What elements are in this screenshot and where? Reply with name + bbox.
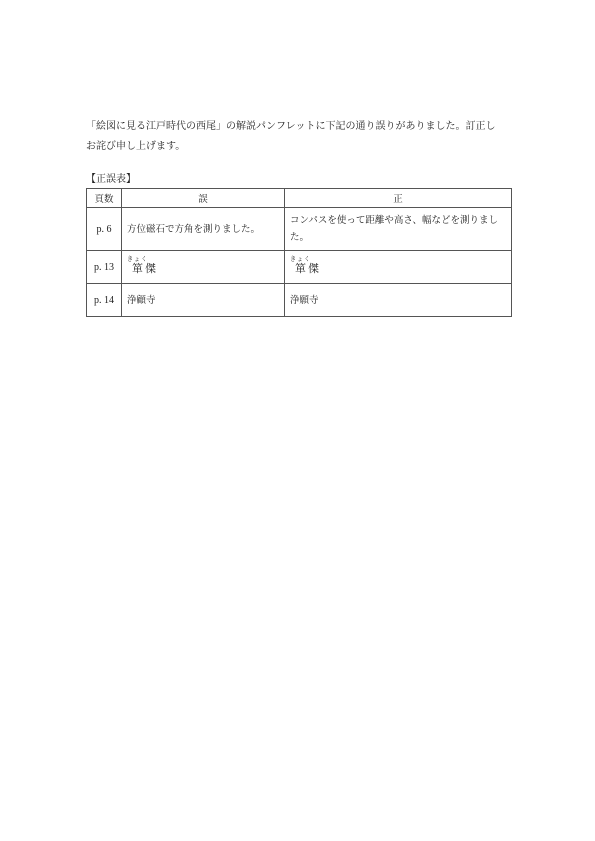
- errata-table: [86, 188, 512, 317]
- intro-line-1: 「絵図に見る江戸時代の西尾」の解説パンフレットに下記の通り誤りがありました。訂正し: [86, 121, 496, 132]
- intro-paragraph: [86, 117, 526, 157]
- ruby-base-2: 傑: [308, 262, 319, 275]
- header-wrong: 誤: [122, 189, 285, 208]
- table-row: [87, 284, 512, 317]
- correct-cell: 浄願寺: [285, 284, 512, 317]
- page-cell: p. 14: [87, 284, 122, 317]
- intro-line-2: お詫び申し上げます。: [86, 141, 186, 152]
- correct-cell: [285, 251, 512, 284]
- ruby-reading: きょく: [290, 256, 312, 263]
- header-correct: 正: [285, 189, 512, 208]
- ruby-base: 箪: [127, 262, 148, 275]
- table-row: [87, 208, 512, 251]
- ruby-word: [127, 256, 156, 277]
- page-cell: p. 6: [87, 208, 122, 251]
- ruby-base-2: 傑: [145, 262, 156, 275]
- wrong-cell: [122, 251, 285, 284]
- wrong-cell: 浄顧寺: [122, 284, 285, 317]
- wrong-cell: 方位磁石で方角を測りました。: [122, 208, 285, 251]
- ruby-base: 箪: [290, 262, 311, 275]
- errata-table-heading: 【正誤表】: [86, 174, 136, 185]
- table-header-row: [87, 189, 512, 208]
- correct-cell: コンパスを使って距離や高さ、幅などを測りました。: [285, 208, 512, 251]
- ruby-reading: きょく: [127, 256, 149, 263]
- ruby-word: [290, 256, 319, 277]
- page-cell: p. 13: [87, 251, 122, 284]
- header-page: 頁数: [87, 189, 122, 208]
- table-row: [87, 251, 512, 284]
